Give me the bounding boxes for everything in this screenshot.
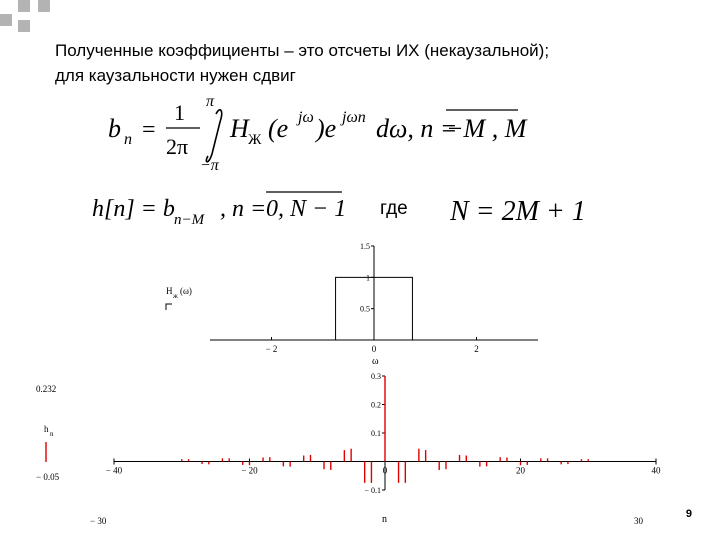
x-min-label: − 30 xyxy=(90,516,107,526)
bn-frac-num: 1 xyxy=(174,100,185,125)
y-axis-label: h xyxy=(44,424,49,434)
y-axis-label-sub: n xyxy=(50,430,54,438)
y-tick-label: 0.3 xyxy=(371,372,381,381)
x-axis-label: ω xyxy=(372,356,379,366)
x-tick-label: 0 xyxy=(371,344,377,354)
y-max-label: 0.232 xyxy=(36,384,57,394)
x-tick-label: − 20 xyxy=(241,465,258,476)
formula-bn xyxy=(108,92,528,172)
formula-hn xyxy=(92,190,412,230)
bn-lhs: b xyxy=(108,114,121,143)
bn-H: H xyxy=(230,114,249,143)
slide-title: Полученные коэффициенты – это отсчеты ИХ (некаузальной); для каузальности нужен сдвиг xyxy=(55,41,550,85)
hn-mid: , n = xyxy=(220,196,267,222)
frequency-response-chart xyxy=(160,238,550,366)
bn-dw: dω, n = xyxy=(376,114,458,143)
bn-lower: −π xyxy=(200,157,219,172)
slide-number: 9 xyxy=(685,508,692,520)
x-tick-label: − 2 xyxy=(265,344,278,354)
x-axis-label: n xyxy=(382,514,387,525)
svg-text:=: = xyxy=(142,117,156,143)
x-max-label: 30 xyxy=(634,516,643,526)
y-tick-label: 1.5 xyxy=(360,242,370,251)
y-tick-label: 0.5 xyxy=(360,304,370,314)
bn-arg: (e xyxy=(268,114,289,143)
formula-N xyxy=(450,190,610,230)
bn-arg-sup: jω xyxy=(298,109,314,126)
y-tick-label: 1 xyxy=(366,273,370,283)
y-axis-label-arg: (ω) xyxy=(180,286,192,296)
bn-exp-sup: jωn xyxy=(342,109,366,126)
corner-decoration xyxy=(0,0,60,40)
bn-lhs-sub: n xyxy=(124,131,132,148)
x-tick-label: − 40 xyxy=(105,465,123,476)
hn-range: 0, N − 1 xyxy=(266,196,347,222)
y-tick-label: − 0.1 xyxy=(364,486,381,495)
bn-arg-close: )e xyxy=(316,114,337,143)
y-axis-label-marker xyxy=(166,304,172,310)
x-tick-label: 2 xyxy=(474,344,479,354)
where-label: где xyxy=(380,198,408,219)
impulse-response-chart xyxy=(30,362,690,530)
bn-upper: π xyxy=(206,93,215,110)
y-axis-label: H xyxy=(166,286,173,296)
x-tick-label: 20 xyxy=(516,465,525,476)
y-axis-label-sub: ж xyxy=(173,292,178,300)
hn-sub: n−M xyxy=(174,212,205,228)
bn-H-sub: Ж xyxy=(248,132,262,148)
bn-range: −M , M xyxy=(446,114,527,143)
y-min-label: − 0.05 xyxy=(36,472,60,482)
x-tick-label: 0 xyxy=(382,465,388,476)
bn-frac-den: 2π xyxy=(166,134,189,159)
y-tick-label: 0.2 xyxy=(371,400,381,410)
hn-lhs: h[n] = b xyxy=(92,196,175,222)
y-tick-label: 0.1 xyxy=(371,429,381,438)
N-text: N = 2M + 1 xyxy=(450,196,586,227)
x-tick-label: 40 xyxy=(651,465,661,476)
